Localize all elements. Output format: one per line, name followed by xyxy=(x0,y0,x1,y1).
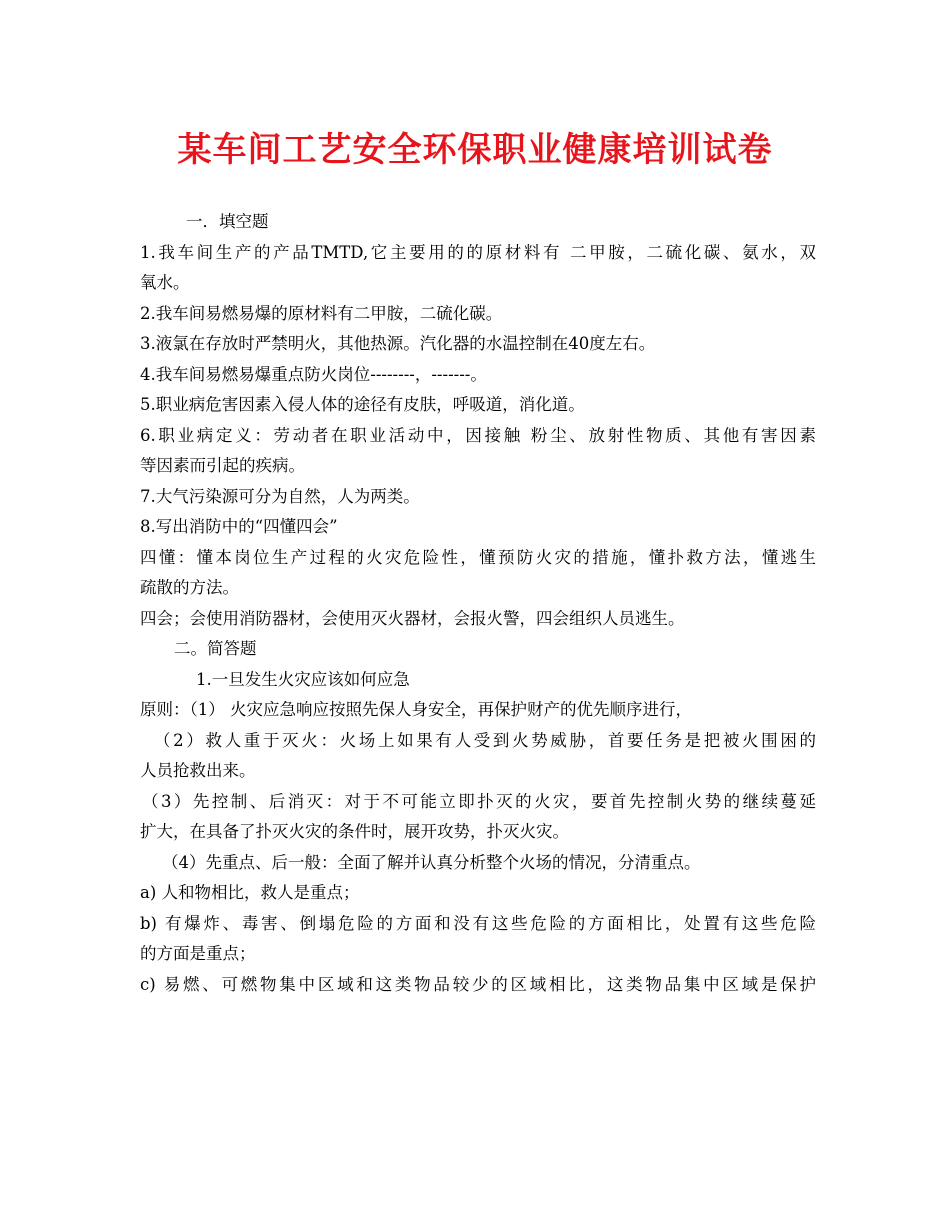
question-2: 2.我车间易燃易爆的原材料有二甲胺，二硫化碳。 xyxy=(140,303,503,323)
principle-3-line-2: 扩大，在具备了扑灭火灾的条件时，展开攻势，扑灭火灾。 xyxy=(140,822,569,841)
question-5: 5.职业病危害因素入侵人体的途径有皮肤，呼吸道，消化道。 xyxy=(140,395,585,414)
priority-item-b-line-2: 的方面是重点； xyxy=(140,944,256,963)
four-can: 四会；会使用消防器材，会使用灭火器材，会报火警，四会组织人员逃生。 xyxy=(140,608,685,628)
principle-4: （4）先重点、后一般：全面了解并认真分析整个火场的情况，分清重点。 xyxy=(162,852,701,872)
question-3: 3.液氯在存放时严禁明火，其他热源。汽化器的水温控制在40度左右。 xyxy=(140,334,656,353)
question-4: 4.我车间易燃易爆重点防火岗位--------，-------。 xyxy=(140,364,487,384)
principle-2-line-2: 人员抢救出来。 xyxy=(140,761,256,780)
section1-heading: 一．填空题 xyxy=(186,212,269,231)
principle-3-line-1: （3）先控制、后消灭：对于不可能立即扑灭的火灾，要首先控制火势的继续蔓延 xyxy=(142,791,816,811)
question-6-line-1: 6.职业病定义：劳动者在职业活动中，因接触 粉尘、放射性物质、其他有害因素 xyxy=(140,425,816,445)
principle-1: 原则：（1） 火灾应急响应按照先保人身安全，再保护财产的优先顺序进行， xyxy=(140,700,692,719)
question-1-line-2: 氧水。 xyxy=(140,273,190,292)
priority-item-b-line-1: b) 有爆炸、毒害、倒塌危险的方面和没有这些危险的方面相比，处置有这些危险 xyxy=(140,913,816,933)
document-title: 某车间工艺安全环保职业健康培训试卷 xyxy=(177,130,773,170)
question-1-line-1: 1.我车间生产的产品TMTD,它主要用的的原材料有 二甲胺，二硫化碳、氨水，双 xyxy=(140,242,816,262)
four-understand-line-2: 疏散的方法。 xyxy=(140,578,239,597)
four-understand-line-1: 四懂：懂本岗位生产过程的火灾危险性，懂预防火灾的措施，懂扑救方法，懂逃生 xyxy=(140,547,816,567)
priority-item-c: c) 易燃、可燃物集中区域和这类物品较少的区域相比，这类物品集中区域是保护 xyxy=(140,974,816,994)
priority-item-a: a) 人和物相比，救人是重点； xyxy=(140,883,360,902)
document-body xyxy=(140,207,816,1000)
question-7: 7.大气污染源可分为自然，人为两类。 xyxy=(140,486,420,506)
question-6-line-2: 等因素而引起的疾病。 xyxy=(140,456,305,475)
short-answer-question-1: 1.一旦发生火灾应该如何应急 xyxy=(196,669,410,689)
question-8: 8.写出消防中的“四懂四会” xyxy=(140,517,338,536)
principle-2-line-1: （2）救人重于灭火：火场上如果有人受到火势威胁，首要任务是把被火围困的 xyxy=(154,730,816,750)
section2-heading: 二。简答题 xyxy=(174,639,257,658)
